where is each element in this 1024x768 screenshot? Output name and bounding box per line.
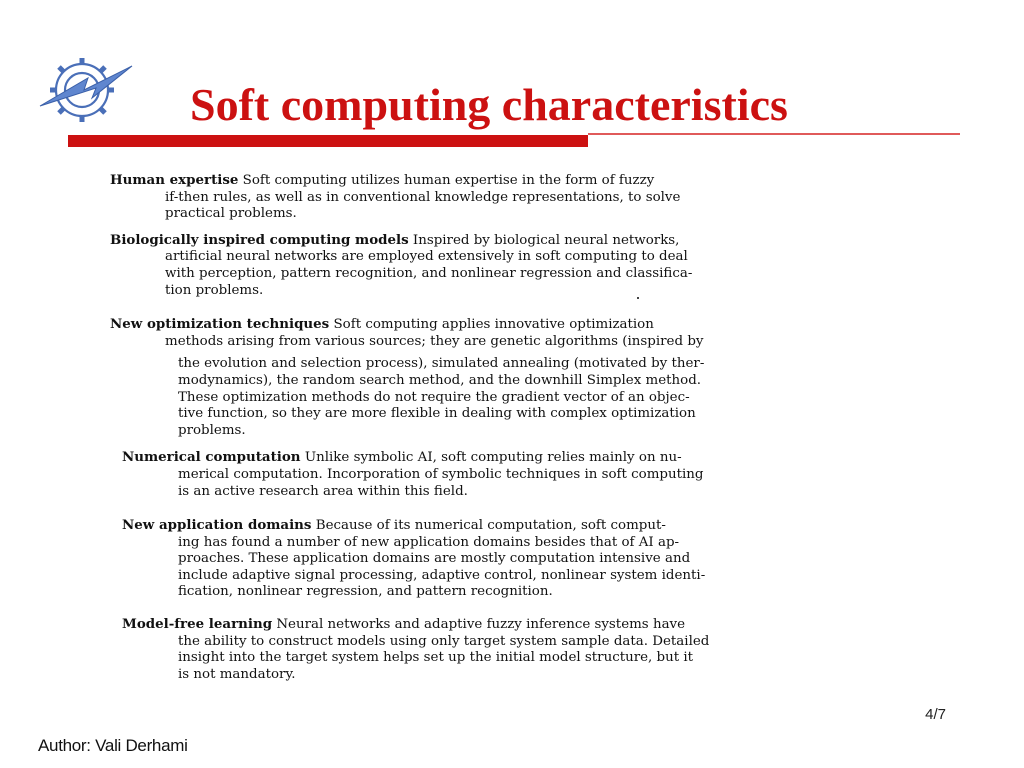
entry-line: tion problems.: [165, 282, 264, 298]
entry-line: proaches. These application domains are mostly computation intensive and: [178, 551, 691, 567]
entry-line: with perception, pattern recognition, and nonlinear regression and classifica-: [165, 265, 693, 281]
entry-new-optimization: [110, 316, 940, 439]
entry-line: is not mandatory.: [178, 666, 296, 682]
entry-text: Soft computing applies innovative optimization: [333, 317, 654, 333]
entry-term: New application domains: [122, 517, 312, 534]
entry-line: modynamics), the random search method, and the downhill Simplex method.: [178, 372, 702, 388]
entry-line: merical computation. Incorporation of symbolic techniques in soft computing: [178, 466, 704, 482]
entry-line: artificial neural networks are employed extensively in soft computing to deal: [165, 249, 688, 265]
author-footer: Author: Vali Derhami: [38, 736, 188, 755]
entry-line: These optimization methods do not require the gradient vector of an objec-: [178, 389, 690, 405]
entry-line: problems.: [178, 422, 246, 438]
entry-line: the evolution and selection process), simulated annealing (motivated by ther-: [178, 356, 705, 372]
entry-biologically-inspired: [110, 232, 940, 299]
entry-line: ing has found a number of new application domains besides that of AI ap-: [178, 534, 680, 550]
entry-text: Soft computing utilizes human expertise in the form of fuzzy: [242, 173, 655, 188]
entry-term: New optimization techniques: [110, 316, 330, 333]
page-number: 4/7: [925, 706, 946, 723]
entry-text: Unlike symbolic AI, soft computing relies mainly on nu-: [304, 450, 682, 466]
scan-speck: [637, 297, 639, 299]
gear-lightning-logo-icon: [36, 48, 136, 132]
entry-line: practical problems.: [165, 206, 297, 222]
entry-line: insight into the target system helps set up the initial model structure, but it: [178, 650, 694, 666]
characteristics-list: [110, 172, 940, 683]
entry-line: if-then rules, as well as in conventional knowledge representations, to solve: [165, 189, 681, 205]
entry-numerical-computation: [122, 449, 940, 500]
entry-line: the ability to construct models using only target system sample data. Detailed: [178, 633, 710, 649]
entry-line: include adaptive signal processing, adaptive control, nonlinear system identi-: [178, 567, 706, 583]
entry-human-expertise: [110, 172, 940, 223]
entry-line: is an active research area within this field.: [178, 483, 468, 499]
entry-line: tive function, so they are more flexible in dealing with complex optimization: [178, 406, 696, 422]
entry-line: methods arising from various sources; they are genetic algorithms (inspired by: [165, 333, 704, 349]
title-underline-thick: [68, 135, 588, 147]
entry-term: Biologically inspired computing models: [110, 231, 409, 248]
entry-text: Inspired by biological neural networks,: [412, 232, 680, 248]
entry-term: Model-free learning: [122, 616, 273, 633]
entry-new-application-domains: [122, 517, 940, 601]
entry-text: Because of its numerical computation, soft comput-: [315, 518, 666, 534]
title-underline-thin: [588, 133, 960, 135]
entry-text: Neural networks and adaptive fuzzy inference systems have: [276, 617, 686, 633]
entry-term: Numerical computation: [122, 449, 301, 466]
entry-line: fication, nonlinear regression, and pattern recognition.: [178, 584, 553, 600]
entry-term: Human expertise: [110, 172, 239, 188]
slide-title: Soft computing characteristics: [190, 79, 788, 130]
entry-model-free-learning: [122, 616, 940, 683]
